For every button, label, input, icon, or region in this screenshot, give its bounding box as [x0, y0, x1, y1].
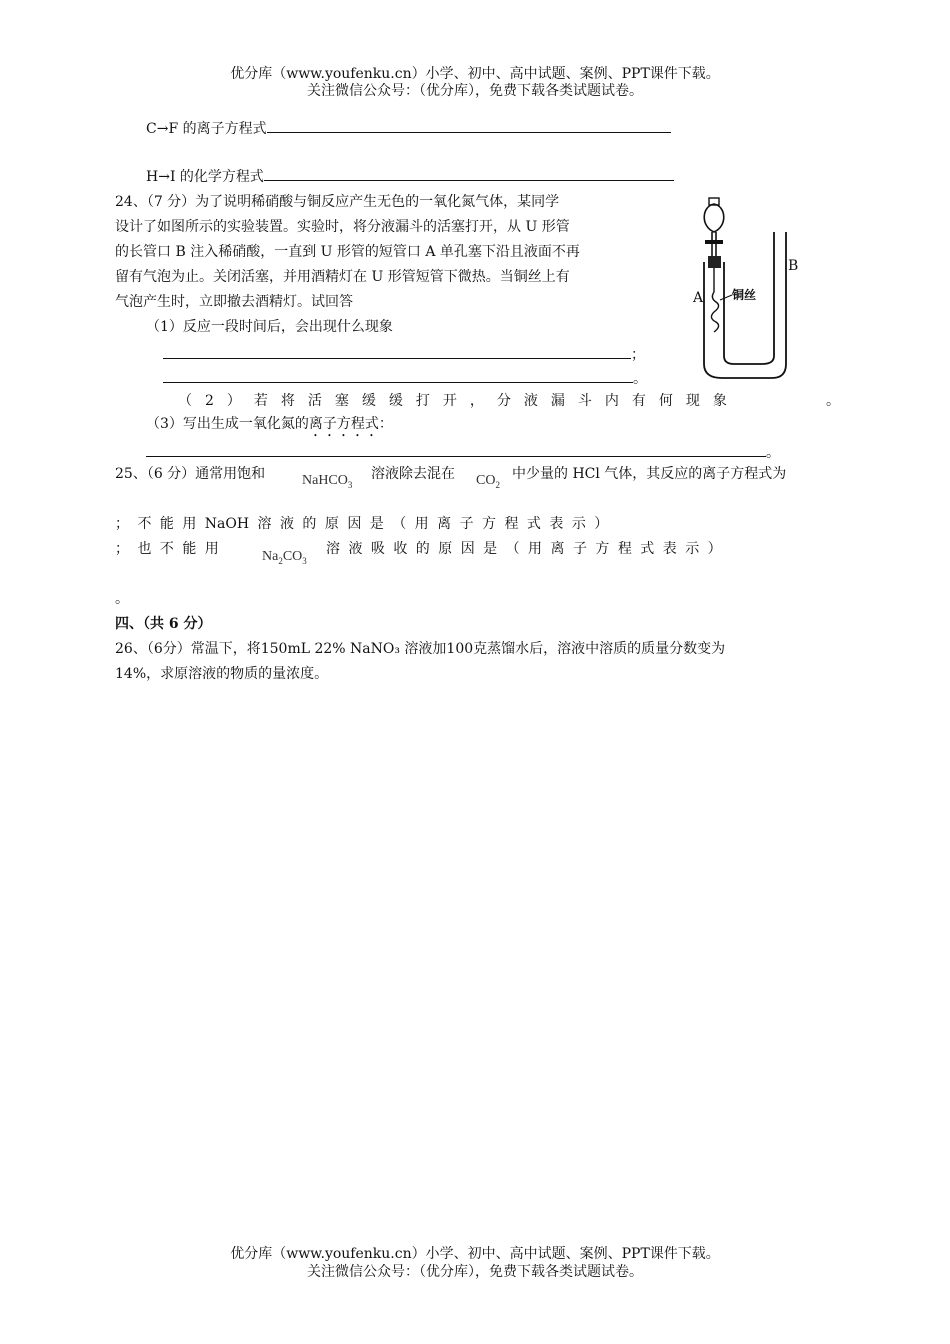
header-line-2: 关注微信公众号：（优分库），免费下载各类试题试卷。 [307, 83, 643, 99]
answer-blank[interactable] [163, 368, 633, 383]
q24-answer-line-1 [163, 344, 645, 364]
answer-blank[interactable] [264, 166, 674, 181]
na2co3-subscript-2: 3 [302, 555, 307, 566]
q24-answer-line-2 [163, 368, 647, 388]
q24-part-1: （1）反应一段时间后，会出现什么现象 [146, 319, 393, 335]
q24-part-2-period: 。 [826, 393, 840, 409]
q24-part-3-colon: ： [378, 416, 393, 432]
footer-line-2: 关注微信公众号：（优分库），免费下载各类试题试卷。 [307, 1264, 643, 1280]
answer-blank[interactable] [146, 442, 766, 457]
semicolon: ； [631, 347, 645, 363]
q25-part-e1: ； 也 不 能 用 [115, 541, 219, 557]
label-b: B [788, 258, 799, 274]
na2co3-text-2: CO [282, 549, 303, 564]
q25-end: 。 [115, 591, 129, 607]
q24-text-4: 留有气泡为止。关闭活塞，并用酒精灯在 U 形管短管下微热。当铜丝上有 [115, 269, 570, 285]
q24-part-2: （2）若将活塞缓缓打开，分液漏斗内有何现象 [178, 393, 740, 409]
q24-text-1: 24、（7 分）为了说明稀硝酸与铜反应产生无色的一氧化氮气体，某同学 [115, 194, 560, 210]
q25-part-c: 中少量的 HCl 气体，其反应的离子方程式为 [512, 466, 787, 482]
q23-hi-line [146, 166, 674, 186]
na2co3-text-1: Na [262, 549, 279, 564]
nahco3-subscript: 3 [347, 479, 353, 490]
co2-subscript: 2 [495, 479, 500, 490]
section-4-title [115, 615, 212, 633]
header-line-1: 优分库（www.youfenku.cn）小学、初中、高中试题、案例、PPT课件下载。 [230, 66, 720, 82]
q24-part-3-emphasis: 离子方程式 [308, 416, 379, 432]
q25-part-e2: 溶 液 吸 收 的 原 因 是 （ 用 离 子 方 程 式 表 示 ） [326, 541, 722, 557]
footer-line-1: 优分库（www.youfenku.cn）小学、初中、高中试题、案例、PPT课件下载。 [230, 1246, 720, 1262]
q23-cf-label: C→F 的离子方程式 [146, 121, 267, 137]
nahco3-formula [302, 473, 352, 490]
label-copper-wire: 铜丝 [732, 288, 757, 302]
na2co3-formula [262, 549, 307, 566]
co2-formula [476, 473, 500, 490]
section-4-title-text: 四、（共 6 分） [115, 616, 212, 632]
period: 。 [766, 445, 780, 461]
q25-part-b: 溶液除去混在 [371, 466, 455, 482]
q26-text-2: 14%，求原溶液的物质的量浓度。 [115, 666, 329, 682]
q24-answer-line-3 [146, 442, 780, 462]
q24-text-2: 设计了如图所示的实验装置。实验时，将分液漏斗的活塞打开，从 U 形管 [115, 219, 570, 235]
label-a: A [693, 290, 704, 306]
co2-text: CO [476, 473, 496, 488]
q23-hi-label: H→I 的化学方程式 [146, 169, 264, 185]
q24-text-5: 气泡产生时，立即撤去酒精灯。试回答 [115, 294, 353, 310]
period: 。 [633, 371, 647, 387]
q23-cf-line [146, 118, 671, 138]
q24-part-3-text: （3）写出生成一氧化氮的 [146, 416, 309, 432]
q25-part-d: ； 不 能 用 NaOH 溶 液 的 原 因 是 （ 用 离 子 方 程 式 表 示 ） [115, 516, 609, 532]
q24-part-3 [146, 415, 393, 440]
na2co3-subscript-1: 2 [278, 555, 283, 566]
q24-text-3: 的长管口 B 注入稀硝酸，一直到 U 形管的短管口 A 单孔塞下沿且液面不再 [115, 244, 580, 260]
q25-part-a: 25、（6 分）通常用饱和 [115, 466, 266, 482]
u-tube-apparatus-figure [678, 196, 810, 388]
q26-text-1: 26、（6分）常温下，将150mL 22% NaNO₃ 溶液加100克蒸馏水后，溶液中溶质的质量分数变为 [115, 641, 726, 657]
nahco3-text: NaHCO [302, 473, 348, 488]
answer-blank[interactable] [163, 344, 631, 359]
answer-blank[interactable] [267, 118, 671, 133]
